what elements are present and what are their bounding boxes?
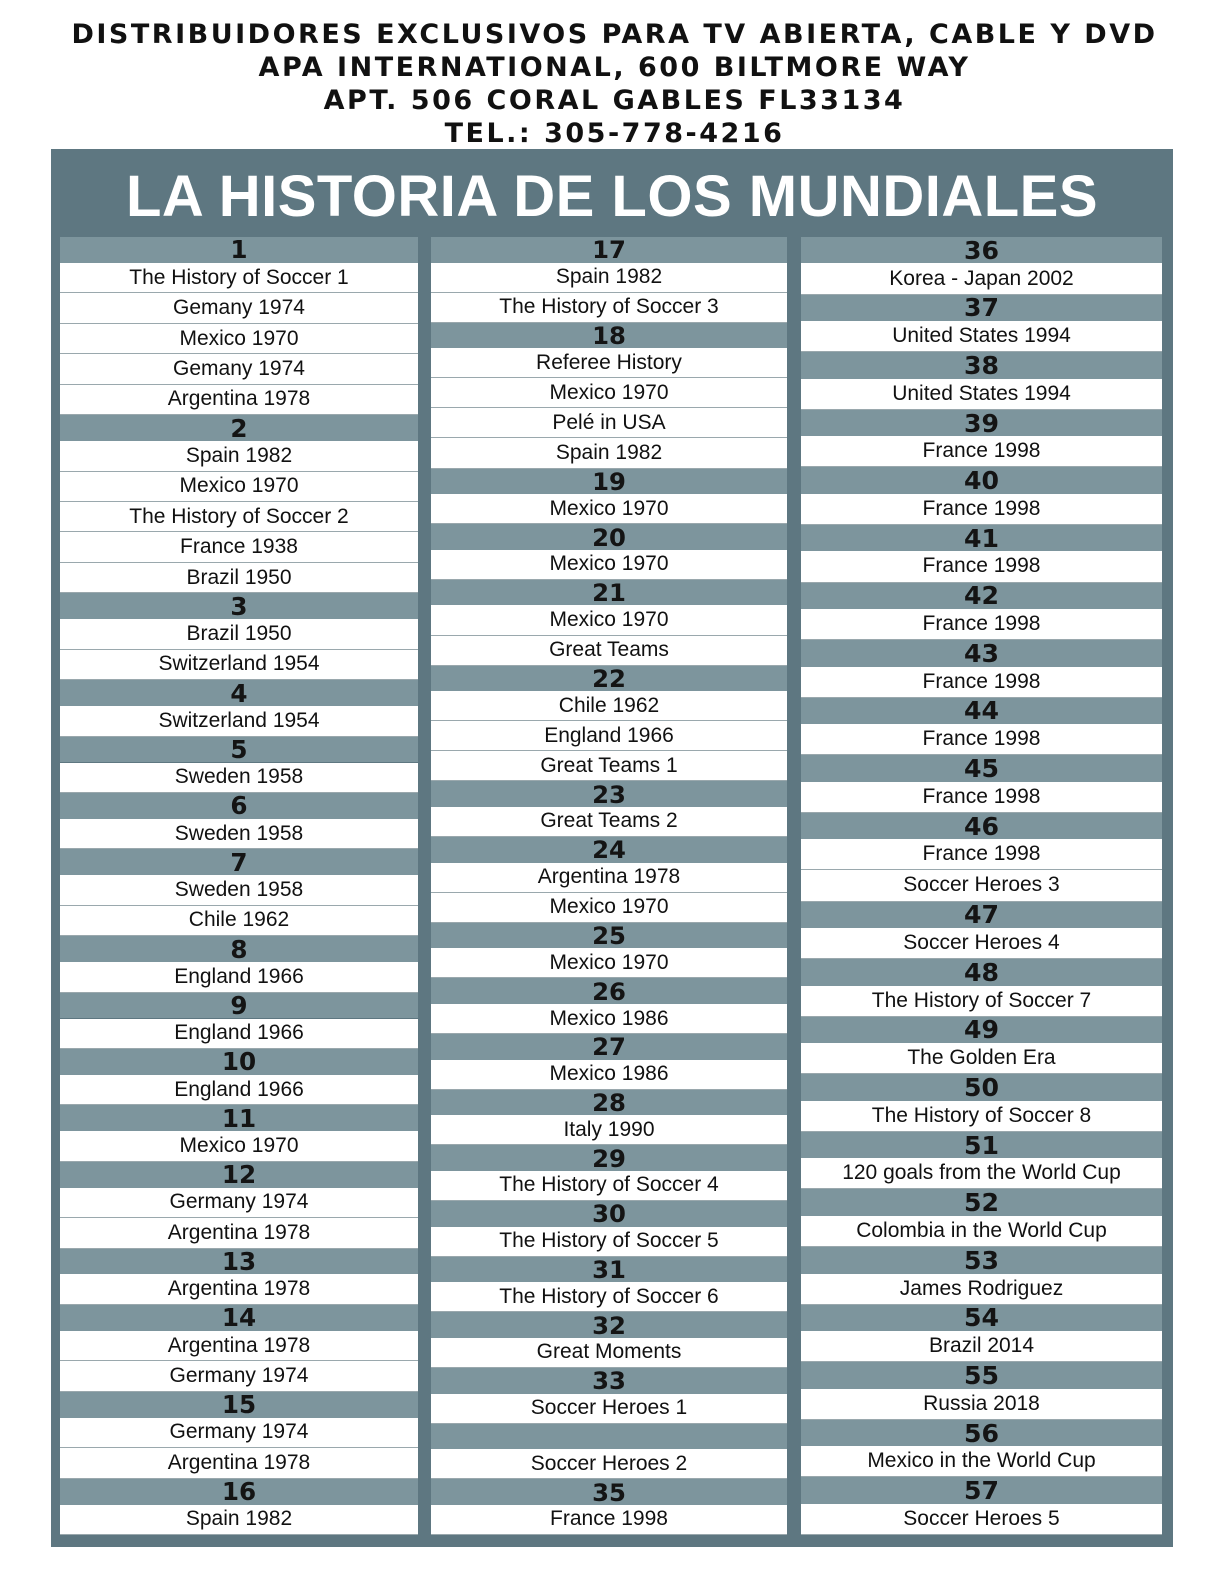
- volume-title: England 1966: [60, 1075, 418, 1105]
- volume-title: Great Teams 1: [431, 751, 787, 781]
- volume-title: France 1998: [801, 436, 1162, 467]
- volume-title: Brazil 1950: [60, 619, 418, 649]
- volume-number: 42: [801, 583, 1162, 609]
- volume-title: Germany 1974: [60, 1188, 418, 1218]
- volume-title: The Golden Era: [801, 1043, 1162, 1074]
- volume-title: Mexico 1970: [431, 893, 787, 923]
- volume-title: Sweden 1958: [60, 875, 418, 905]
- volume-number: 27: [431, 1034, 787, 1060]
- volume-number: 4: [60, 680, 418, 706]
- volume-number: 2: [60, 415, 418, 441]
- catalog-column-1: [60, 237, 418, 1535]
- volume-title: France 1998: [801, 667, 1162, 698]
- volume-number: 16: [60, 1479, 418, 1505]
- header-line: TEL.: 305-778-4216: [444, 118, 785, 149]
- volume-title: Argentina 1978: [60, 1448, 418, 1478]
- volume-title: The History of Soccer 7: [801, 986, 1162, 1017]
- volume-title: Pelé in USA: [431, 408, 787, 438]
- volume-title: The History of Soccer 5: [431, 1227, 787, 1257]
- volume-title: England 1966: [431, 721, 787, 751]
- volume-title: James Rodriguez: [801, 1274, 1162, 1305]
- volume-title: United States 1994: [801, 321, 1162, 352]
- volume-number: 47: [801, 902, 1162, 928]
- volume-number: 6: [60, 793, 418, 819]
- volume-number: 38: [801, 352, 1162, 378]
- volume-title: France 1998: [801, 551, 1162, 582]
- volume-number: 24: [431, 837, 787, 863]
- volume-title: Russia 2018: [801, 1389, 1162, 1420]
- volume-number: 33: [431, 1368, 787, 1394]
- volume-title: England 1966: [60, 962, 418, 992]
- volume-title: Switzerland 1954: [60, 706, 418, 736]
- volume-number: 29: [431, 1145, 787, 1171]
- volume-title: Mexico 1970: [431, 378, 787, 408]
- volume-title: Brazil 1950: [60, 563, 418, 593]
- volume-number: 31: [431, 1257, 787, 1283]
- volume-title: France 1998: [801, 724, 1162, 755]
- volume-number: 39: [801, 410, 1162, 436]
- catalog-column-2: [431, 237, 787, 1535]
- volume-title: Spain 1982: [60, 441, 418, 471]
- volume-title: Soccer Heroes 3: [801, 870, 1162, 901]
- volume-title: The History of Soccer 8: [801, 1101, 1162, 1132]
- volume-title: Mexico 1970: [431, 550, 787, 580]
- volume-title: Argentina 1978: [431, 863, 787, 893]
- header-line: DISTRIBUIDORES EXCLUSIVOS PARA TV ABIERTA, CABLE Y DVD: [71, 19, 1158, 50]
- volume-number: 28: [431, 1090, 787, 1116]
- volume-number: 49: [801, 1017, 1162, 1043]
- volume-number: 18: [431, 323, 787, 349]
- volume-title: Great Moments: [431, 1338, 787, 1368]
- volume-number: 7: [60, 849, 418, 875]
- volume-number: 12: [60, 1162, 418, 1188]
- volume-title: Switzerland 1954: [60, 650, 418, 680]
- volume-title: Chile 1962: [60, 906, 418, 936]
- volume-number: 1: [60, 237, 418, 263]
- volume-title: France 1998: [801, 494, 1162, 525]
- volume-title: United States 1994: [801, 379, 1162, 410]
- volume-number: 35: [431, 1479, 787, 1505]
- volume-number: 26: [431, 978, 787, 1004]
- volume-title: Mexico 1986: [431, 1060, 787, 1090]
- volume-number: 10: [60, 1049, 418, 1075]
- header-line: APT. 506 CORAL GABLES FL33134: [323, 85, 906, 116]
- volume-title: Mexico 1970: [60, 324, 418, 354]
- volume-number: 37: [801, 295, 1162, 321]
- volume-title: Spain 1982: [60, 1505, 418, 1535]
- volume-number: 21: [431, 580, 787, 606]
- volume-title: The History of Soccer 4: [431, 1171, 787, 1201]
- volume-number: 22: [431, 666, 787, 692]
- volume-number: 45: [801, 755, 1162, 781]
- volume-title: Mexico in the World Cup: [801, 1446, 1162, 1477]
- volume-number: 41: [801, 525, 1162, 551]
- volume-number: 48: [801, 959, 1162, 985]
- volume-title: Germany 1974: [60, 1361, 418, 1391]
- volume-title: Brazil 2014: [801, 1331, 1162, 1362]
- volume-title: Korea - Japan 2002: [801, 263, 1162, 294]
- header-line: APA INTERNATIONAL, 600 BILTMORE WAY: [258, 52, 971, 83]
- volume-number: 20: [431, 524, 787, 550]
- volume-title: The History of Soccer 6: [431, 1282, 787, 1312]
- volume-number: 13: [60, 1249, 418, 1275]
- volume-number: 46: [801, 813, 1162, 839]
- volume-number: 51: [801, 1132, 1162, 1158]
- catalog-panel: [51, 149, 1173, 1547]
- volume-number: 15: [60, 1392, 418, 1418]
- volume-title: Referee History: [431, 348, 787, 378]
- volume-number: 36: [801, 237, 1162, 263]
- page-title: LA HISTORIA DE LOS MUNDIALES: [125, 164, 1099, 229]
- volume-title: Sweden 1958: [60, 763, 418, 793]
- volume-title: Soccer Heroes 4: [801, 928, 1162, 959]
- volume-number: 11: [60, 1105, 418, 1131]
- catalog-column-3: [801, 237, 1162, 1535]
- volume-number: 55: [801, 1362, 1162, 1388]
- volume-number: 17: [431, 237, 787, 263]
- volume-title: Chile 1962: [431, 691, 787, 721]
- volume-number: 50: [801, 1074, 1162, 1100]
- volume-title: England 1966: [60, 1019, 418, 1049]
- volume-number: 54: [801, 1305, 1162, 1331]
- volume-title: Sweden 1958: [60, 819, 418, 849]
- volume-number: 14: [60, 1305, 418, 1331]
- volume-number: 23: [431, 781, 787, 807]
- volume-title: Mexico 1970: [431, 948, 787, 978]
- volume-number: 3: [60, 593, 418, 619]
- volume-number: 9: [60, 993, 418, 1019]
- volume-title: Spain 1982: [431, 438, 787, 468]
- volume-title: Mexico 1970: [60, 472, 418, 502]
- volume-number: [431, 1424, 787, 1450]
- volume-number: 52: [801, 1189, 1162, 1215]
- volume-number: 8: [60, 936, 418, 962]
- volume-title: Gemany 1974: [60, 293, 418, 323]
- volume-title: Colombia in the World Cup: [801, 1216, 1162, 1247]
- volume-title: Spain 1982: [431, 263, 787, 293]
- volume-title: France 1998: [801, 839, 1162, 870]
- volume-number: 57: [801, 1477, 1162, 1503]
- volume-number: 5: [60, 737, 418, 763]
- volume-number: 56: [801, 1420, 1162, 1446]
- volume-title: Soccer Heroes 5: [801, 1504, 1162, 1535]
- volume-title: Soccer Heroes 1: [431, 1394, 787, 1424]
- volume-title: Argentina 1978: [60, 1218, 418, 1248]
- volume-title: Argentina 1978: [60, 1331, 418, 1361]
- volume-number: 40: [801, 467, 1162, 493]
- volume-title: The History of Soccer 1: [60, 263, 418, 293]
- volume-title: Italy 1990: [431, 1115, 787, 1145]
- volume-number: 53: [801, 1247, 1162, 1273]
- volume-number: 43: [801, 640, 1162, 666]
- volume-title: Germany 1974: [60, 1418, 418, 1448]
- volume-title: Mexico 1970: [431, 605, 787, 635]
- volume-title: Soccer Heroes 2: [431, 1449, 787, 1479]
- volume-title: France 1938: [60, 532, 418, 562]
- volume-number: 32: [431, 1312, 787, 1338]
- volume-number: 30: [431, 1201, 787, 1227]
- volume-title: Mexico 1986: [431, 1004, 787, 1034]
- volume-title: Argentina 1978: [60, 385, 418, 415]
- volume-title: France 1998: [801, 782, 1162, 813]
- volume-number: 44: [801, 698, 1162, 724]
- volume-number: 25: [431, 923, 787, 949]
- distributor-header: [0, 18, 1229, 150]
- volume-title: Great Teams 2: [431, 807, 787, 837]
- volume-title: Mexico 1970: [431, 494, 787, 524]
- volume-title: Mexico 1970: [60, 1131, 418, 1161]
- volume-title: France 1998: [431, 1505, 787, 1535]
- volume-number: 19: [431, 469, 787, 495]
- volume-title: Argentina 1978: [60, 1274, 418, 1304]
- volume-title: France 1998: [801, 609, 1162, 640]
- volume-title: Gemany 1974: [60, 354, 418, 384]
- volume-title: The History of Soccer 3: [431, 293, 787, 323]
- volume-title: 120 goals from the World Cup: [801, 1158, 1162, 1189]
- volume-title: Great Teams: [431, 636, 787, 666]
- volume-title: The History of Soccer 2: [60, 502, 418, 532]
